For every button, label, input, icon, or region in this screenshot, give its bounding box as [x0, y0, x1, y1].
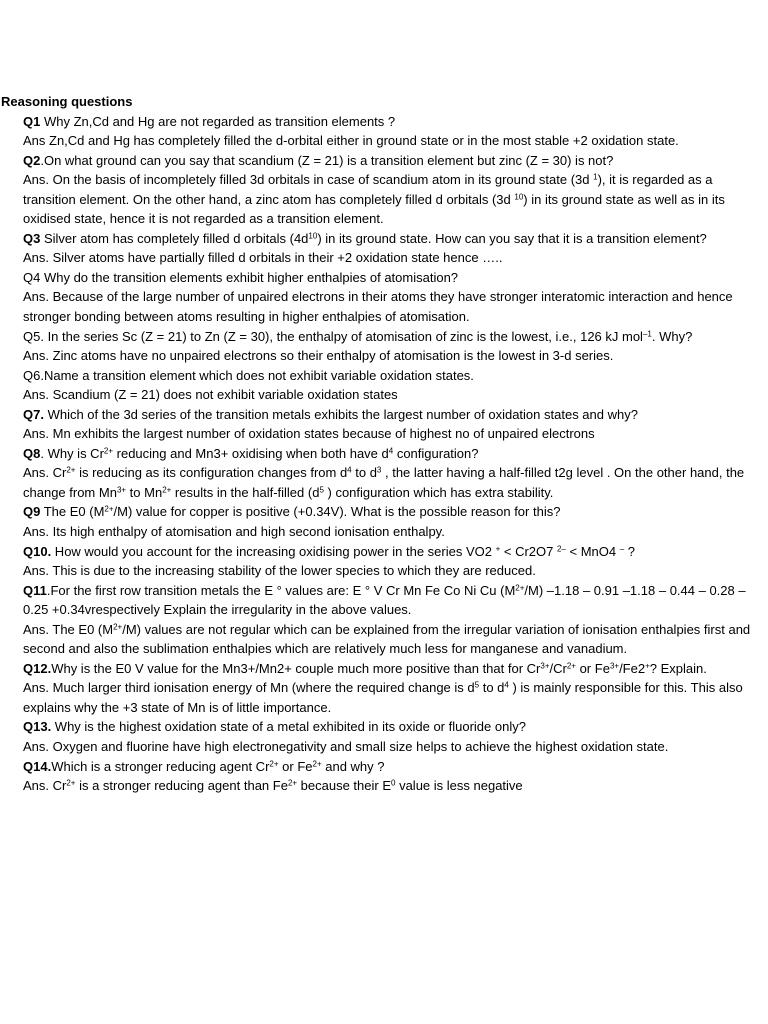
- text-run: or Fe: [575, 660, 610, 676]
- text-run: Ans. Much larger third ionisation energy of Mn (where the required change is d: [23, 680, 475, 696]
- superscript: 2+: [66, 778, 76, 788]
- text-run: < Cr2O7: [500, 543, 557, 559]
- superscript: 4: [504, 680, 509, 690]
- question-number: Q13.: [23, 719, 52, 735]
- superscript: 2–: [556, 544, 566, 554]
- text-run: value is less negative: [395, 778, 523, 794]
- text-run: Why Zn,Cd and Hg are not regarded as transition elements ?: [40, 113, 396, 129]
- text-run: ) is mainly responsible for this. This also explains why the +3 state of Mn is of little importance.: [23, 680, 743, 715]
- superscript: 3+: [540, 661, 550, 671]
- question-number: Q14.: [23, 758, 52, 774]
- qa-paragraph: [23, 659, 760, 679]
- qa-paragraph: [23, 229, 760, 249]
- qa-paragraph: [23, 717, 760, 737]
- text-run: Ans. Oxygen and fluorine have high electronegativity and small size helps to achieve the highest oxidation state.: [23, 739, 669, 754]
- superscript: 2+: [566, 661, 576, 671]
- superscript: 2+: [66, 465, 76, 475]
- superscript: 2+: [269, 759, 279, 769]
- text-run: Ans. Because of the large number of unpaired electrons in their atoms they have stronger interatomic interaction and hence stronger bonding between atoms resulting in higher enthalpies of atomisation.: [23, 289, 733, 324]
- qa-paragraph: [23, 287, 760, 326]
- superscript: 4: [388, 446, 394, 456]
- qa-paragraph: [23, 542, 760, 562]
- text-run: results in the half-filled (d: [171, 484, 320, 500]
- qa-paragraph: [23, 268, 760, 288]
- text-run: .On what ground can you say that scandium (Z = 21) is a transition element but zinc (Z = 30) is not?: [40, 152, 614, 168]
- text-run: is a stronger reducing agent than Fe: [75, 778, 288, 794]
- qa-paragraph: [23, 131, 760, 151]
- qa-paragraph: [23, 112, 760, 132]
- qa-paragraph: [23, 405, 760, 425]
- text-run: . Why?: [651, 328, 693, 344]
- qa-paragraph: [23, 346, 760, 366]
- text-run: /M) value for copper is positive (+0.34V). What is the possible reason for this?: [113, 504, 561, 520]
- superscript: 4: [347, 465, 352, 475]
- qa-paragraph: [23, 757, 760, 777]
- text-run: How would you account for the increasing oxidising power in the series VO2: [51, 543, 496, 559]
- text-run: Ans Zn,Cd and Hg has completely filled the d-orbital either in ground state or in the most stable +2 oxidation state.: [23, 133, 679, 149]
- text-run: to d: [479, 680, 505, 696]
- text-run: Ans. Cr: [23, 465, 67, 481]
- qa-paragraph: [23, 620, 760, 659]
- text-run: because their E: [297, 778, 392, 794]
- superscript: 2+: [103, 446, 114, 456]
- superscript: 3+: [609, 661, 620, 671]
- superscript: 3+: [116, 485, 127, 495]
- text-run: < MnO4: [565, 543, 620, 559]
- text-run: /M) –1.18 – 0.91 –1.18 – 0.44 – 0.28 – 0.25 +0.34vrespectively Explain the irregularity in the above values.: [23, 582, 746, 618]
- qa-paragraph: [23, 522, 760, 542]
- text-run: is reducing as its configuration changes from d: [75, 465, 348, 481]
- text-run: Ans. Cr: [23, 778, 67, 794]
- text-run: /Cr: [549, 660, 567, 676]
- question-number: Q8: [23, 445, 41, 461]
- document-page: [0, 92, 768, 796]
- text-run: to d: [351, 465, 377, 481]
- qa-paragraph: [23, 463, 760, 502]
- superscript: 2+: [104, 505, 114, 515]
- text-run: .For the first row transition metals the E ° values are: E ° V Cr Mn Fe Co Ni Cu (M: [46, 582, 516, 598]
- question-number: Q9: [23, 504, 41, 520]
- qa-paragraph: [23, 737, 760, 757]
- qa-paragraph: [23, 366, 760, 386]
- text-run: Q5. In the series Sc (Z = 21) to Zn (Z = 30), the enthalpy of atomisation of zinc is the lowest, i.e., 126 kJ mol: [23, 328, 643, 344]
- text-run: and why ?: [321, 758, 385, 774]
- qa-paragraph: [23, 327, 760, 347]
- text-run: Q6.Name a transition element which does not exhibit variable oxidation states.: [23, 367, 474, 383]
- superscript: 2+: [312, 759, 322, 769]
- question-number: Q2: [23, 152, 41, 168]
- text-run: ) configuration which has extra stability.: [323, 484, 554, 500]
- text-run: Which is a stronger reducing agent Cr: [51, 758, 270, 774]
- section-heading: Reasoning questions: [1, 94, 133, 109]
- text-run: Ans. Zinc atoms have no unpaired electrons so their enthalpy of atomisation is the lowest in 3-d series.: [23, 348, 614, 364]
- superscript: +: [495, 544, 501, 554]
- superscript: 2+: [113, 622, 123, 632]
- superscript: 1: [593, 172, 598, 182]
- question-number: Q11: [23, 582, 47, 598]
- text-run: Ans. This is due to the increasing stability of the lower species to which they are reduced.: [23, 563, 536, 579]
- qa-content: [0, 112, 768, 796]
- question-number: Q10.: [23, 543, 52, 559]
- question-number: Q12.: [23, 660, 52, 676]
- text-run: configuration?: [393, 445, 479, 461]
- superscript: 2+: [162, 485, 172, 495]
- text-run: Ans. The E0 (M: [23, 621, 114, 637]
- superscript: –1: [642, 329, 652, 339]
- text-run: ), it is regarded as a transition element. On the other hand, a zinc atom has completely filled d orbitals (3d: [23, 172, 713, 207]
- superscript: 0: [391, 778, 396, 788]
- text-run: to Mn: [126, 484, 163, 500]
- superscript: 5: [319, 485, 324, 495]
- superscript: +: [645, 661, 650, 671]
- text-run: ) in its ground state. How can you say that it is a transition element?: [317, 230, 707, 246]
- text-run: . Why is Cr: [40, 445, 104, 461]
- text-run: Ans. On the basis of incompletely filled 3d orbitals in case of scandium atom in its ground state (3d: [23, 172, 594, 188]
- qa-paragraph: [23, 248, 760, 268]
- superscript: 5: [474, 680, 480, 690]
- qa-paragraph: [23, 502, 760, 522]
- text-run: Which of the 3d series of the transition metals exhibits the largest number of oxidation states and why?: [43, 406, 638, 422]
- text-run: Ans. Scandium (Z = 21) does not exhibit variable oxidation states: [23, 387, 398, 403]
- text-run: ) in its ground state as well as in its oxidised state, hence it is not regarded as a transition element.: [23, 191, 725, 227]
- text-run: Q4 Why do the transition elements exhibit higher enthalpies of atomisation?: [23, 269, 459, 285]
- qa-paragraph: [23, 444, 760, 464]
- text-run: /Fe2: [619, 660, 646, 676]
- superscript: 10: [514, 192, 524, 202]
- superscript: 2+: [287, 778, 298, 788]
- text-run: Ans. Its high enthalpy of atomisation and high second ionisation enthalpy.: [23, 523, 445, 539]
- text-run: Silver atom has completely filled d orbitals (4d: [40, 230, 309, 246]
- superscript: 3: [376, 465, 382, 475]
- question-number: Q3: [23, 230, 41, 246]
- question-number: Q7.: [23, 406, 44, 422]
- text-run: The E0 (M: [40, 504, 105, 520]
- qa-paragraph: [23, 385, 760, 405]
- superscript: –: [619, 544, 625, 554]
- qa-paragraph: [23, 424, 760, 444]
- text-run: Ans. Mn exhibits the largest number of oxidation states because of highest no of unpaired electrons: [23, 426, 595, 442]
- text-run: Why is the highest oxidation state of a metal exhibited in its oxide or fluoride only?: [51, 719, 526, 735]
- superscript: 2+: [515, 583, 525, 593]
- question-number: Q1: [23, 113, 41, 129]
- superscript: 10: [308, 231, 318, 241]
- text-run: reducing and Mn3+ oxidising when both have d: [113, 445, 389, 461]
- text-run: Ans. Silver atoms have partially filled d orbitals in their +2 oxidation state hence …..: [23, 250, 503, 266]
- text-run: , the latter having a half-filled t2g level . On the other hand, the change from Mn: [23, 465, 745, 500]
- text-run: or Fe: [278, 758, 313, 774]
- qa-paragraph: [23, 678, 760, 717]
- text-run: Why is the E0 V value for the Mn3+/Mn2+ couple much more positive than that for Cr: [51, 660, 541, 676]
- qa-paragraph: [23, 151, 760, 171]
- qa-paragraph: [23, 170, 760, 229]
- qa-paragraph: [23, 561, 760, 581]
- qa-paragraph: [23, 776, 760, 796]
- qa-paragraph: [23, 581, 760, 620]
- text-run: ?: [624, 543, 636, 559]
- text-run: /M) values are not regular which can be explained from the irregular variation of ionisation enthalpies first and second and also the sublimation enthalpies which are relatively much less for manganese and vanadium.: [23, 621, 751, 657]
- text-run: ? Explain.: [649, 660, 707, 676]
